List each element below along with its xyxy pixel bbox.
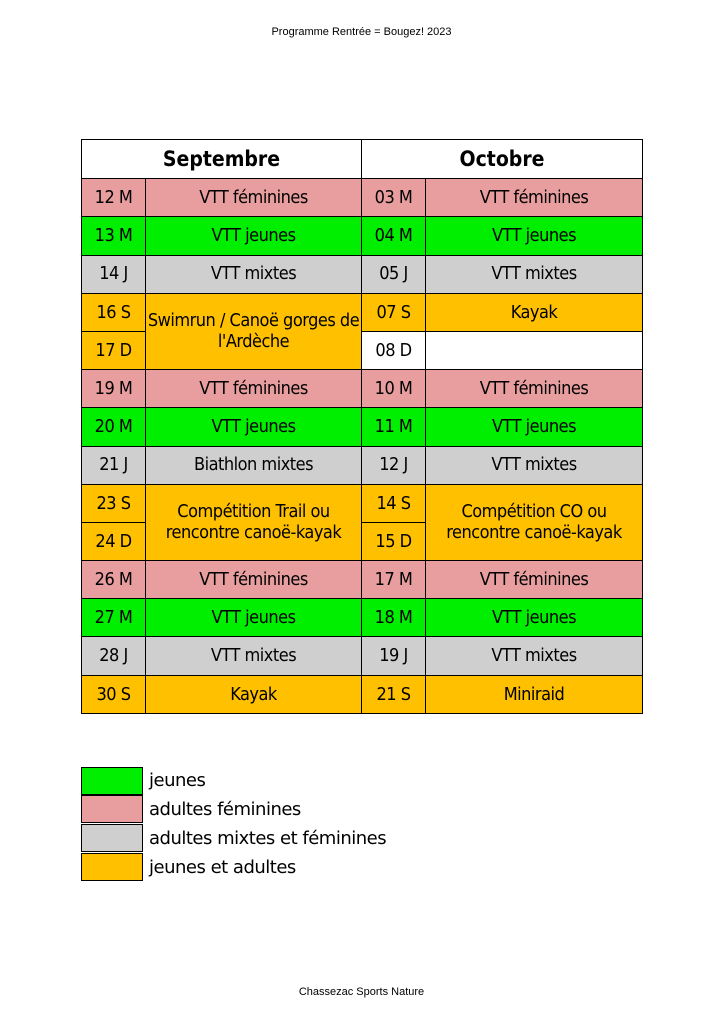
sep-activity-cell: Kayak [146,675,362,713]
oct-activity-cell: VTT mixtes [426,255,643,293]
legend-label: jeunes [149,770,206,791]
sep-day-cell: 27 M [82,599,146,637]
month-october: Octobre [362,140,643,179]
sep-day-cell: 14 J [82,255,146,293]
sep-day-cell: 17 D [82,331,146,369]
oct-activity-cell: VTT jeunes [426,408,643,446]
page-footer-title: Chassezac Sports Nature [298,986,425,998]
legend-label: jeunes et adultes [149,857,296,878]
oct-activity-cell: VTT mixtes [426,446,643,484]
oct-activity-cell: VTT féminines [426,179,643,217]
sep-day-cell: 26 M [82,561,146,599]
sep-day-cell: 24 D [82,522,146,560]
oct-activity-cell: Compétition CO ou rencontre canoë-kayak [426,484,643,560]
sep-day-cell: 19 M [82,370,146,408]
table-row [82,446,643,484]
oct-activity-cell [426,331,643,369]
legend-swatch [81,795,143,823]
table-header-row [82,140,643,179]
sep-day-cell: 20 M [82,408,146,446]
sep-activity-cell: Compétition Trail ou rencontre canoë-kayak [146,484,362,560]
table-row [82,179,643,217]
sep-activity-cell: VTT mixtes [146,255,362,293]
oct-day-cell: 11 M [362,408,426,446]
table-row [82,217,643,255]
oct-day-cell: 10 M [362,370,426,408]
sep-activity-cell: VTT féminines [146,179,362,217]
legend-item-feminines [81,795,386,824]
sep-activity-cell: VTT féminines [146,370,362,408]
oct-day-cell: 17 M [362,561,426,599]
oct-activity-cell: Miniraid [426,675,643,713]
page-header-title: Programme Rentrée = Bougez! 2023 [271,26,452,38]
sep-activity-cell: VTT jeunes [146,408,362,446]
legend-label: adultes mixtes et féminines [149,828,387,849]
sep-day-cell: 13 M [82,217,146,255]
table-row [82,599,643,637]
sep-day-cell: 30 S [82,675,146,713]
legend-item-jeunes-adultes [81,853,386,882]
oct-day-cell: 04 M [362,217,426,255]
table-row [82,561,643,599]
oct-day-cell: 08 D [362,331,426,369]
table-row [82,675,643,713]
legend-item-mixtes [81,824,386,853]
table-row [82,408,643,446]
sep-activity-cell: Swimrun / Canoë gorges de l'Ardèche [146,293,362,369]
table-row [82,484,643,522]
schedule-table [81,139,643,714]
table-row [82,637,643,675]
sep-activity-cell: VTT féminines [146,561,362,599]
oct-day-cell: 21 S [362,675,426,713]
sep-activity-cell: VTT jeunes [146,599,362,637]
oct-day-cell: 18 M [362,599,426,637]
sep-day-cell: 21 J [82,446,146,484]
oct-day-cell: 07 S [362,293,426,331]
oct-activity-cell: VTT jeunes [426,217,643,255]
oct-day-cell: 12 J [362,446,426,484]
oct-activity-cell: VTT féminines [426,370,643,408]
oct-day-cell: 14 S [362,484,426,522]
oct-day-cell: 15 D [362,522,426,560]
oct-day-cell: 19 J [362,637,426,675]
sep-day-cell: 16 S [82,293,146,331]
oct-activity-cell: VTT jeunes [426,599,643,637]
table-row [82,255,643,293]
table-row [82,293,643,331]
sep-day-cell: 28 J [82,637,146,675]
legend-item-jeunes [81,766,386,795]
oct-day-cell: 05 J [362,255,426,293]
sep-activity-cell: VTT jeunes [146,217,362,255]
legend-swatch [81,853,143,881]
table-row [82,370,643,408]
legend-swatch [81,824,143,852]
oct-activity-cell: VTT féminines [426,561,643,599]
oct-day-cell: 03 M [362,179,426,217]
sep-day-cell: 23 S [82,484,146,522]
month-september: Septembre [82,140,362,179]
oct-activity-cell: Kayak [426,293,643,331]
sep-activity-cell: Biathlon mixtes [146,446,362,484]
sep-day-cell: 12 M [82,179,146,217]
legend-label: adultes féminines [149,799,301,820]
sep-activity-cell: VTT mixtes [146,637,362,675]
color-legend [81,766,386,882]
oct-activity-cell: VTT mixtes [426,637,643,675]
legend-swatch [81,767,143,795]
